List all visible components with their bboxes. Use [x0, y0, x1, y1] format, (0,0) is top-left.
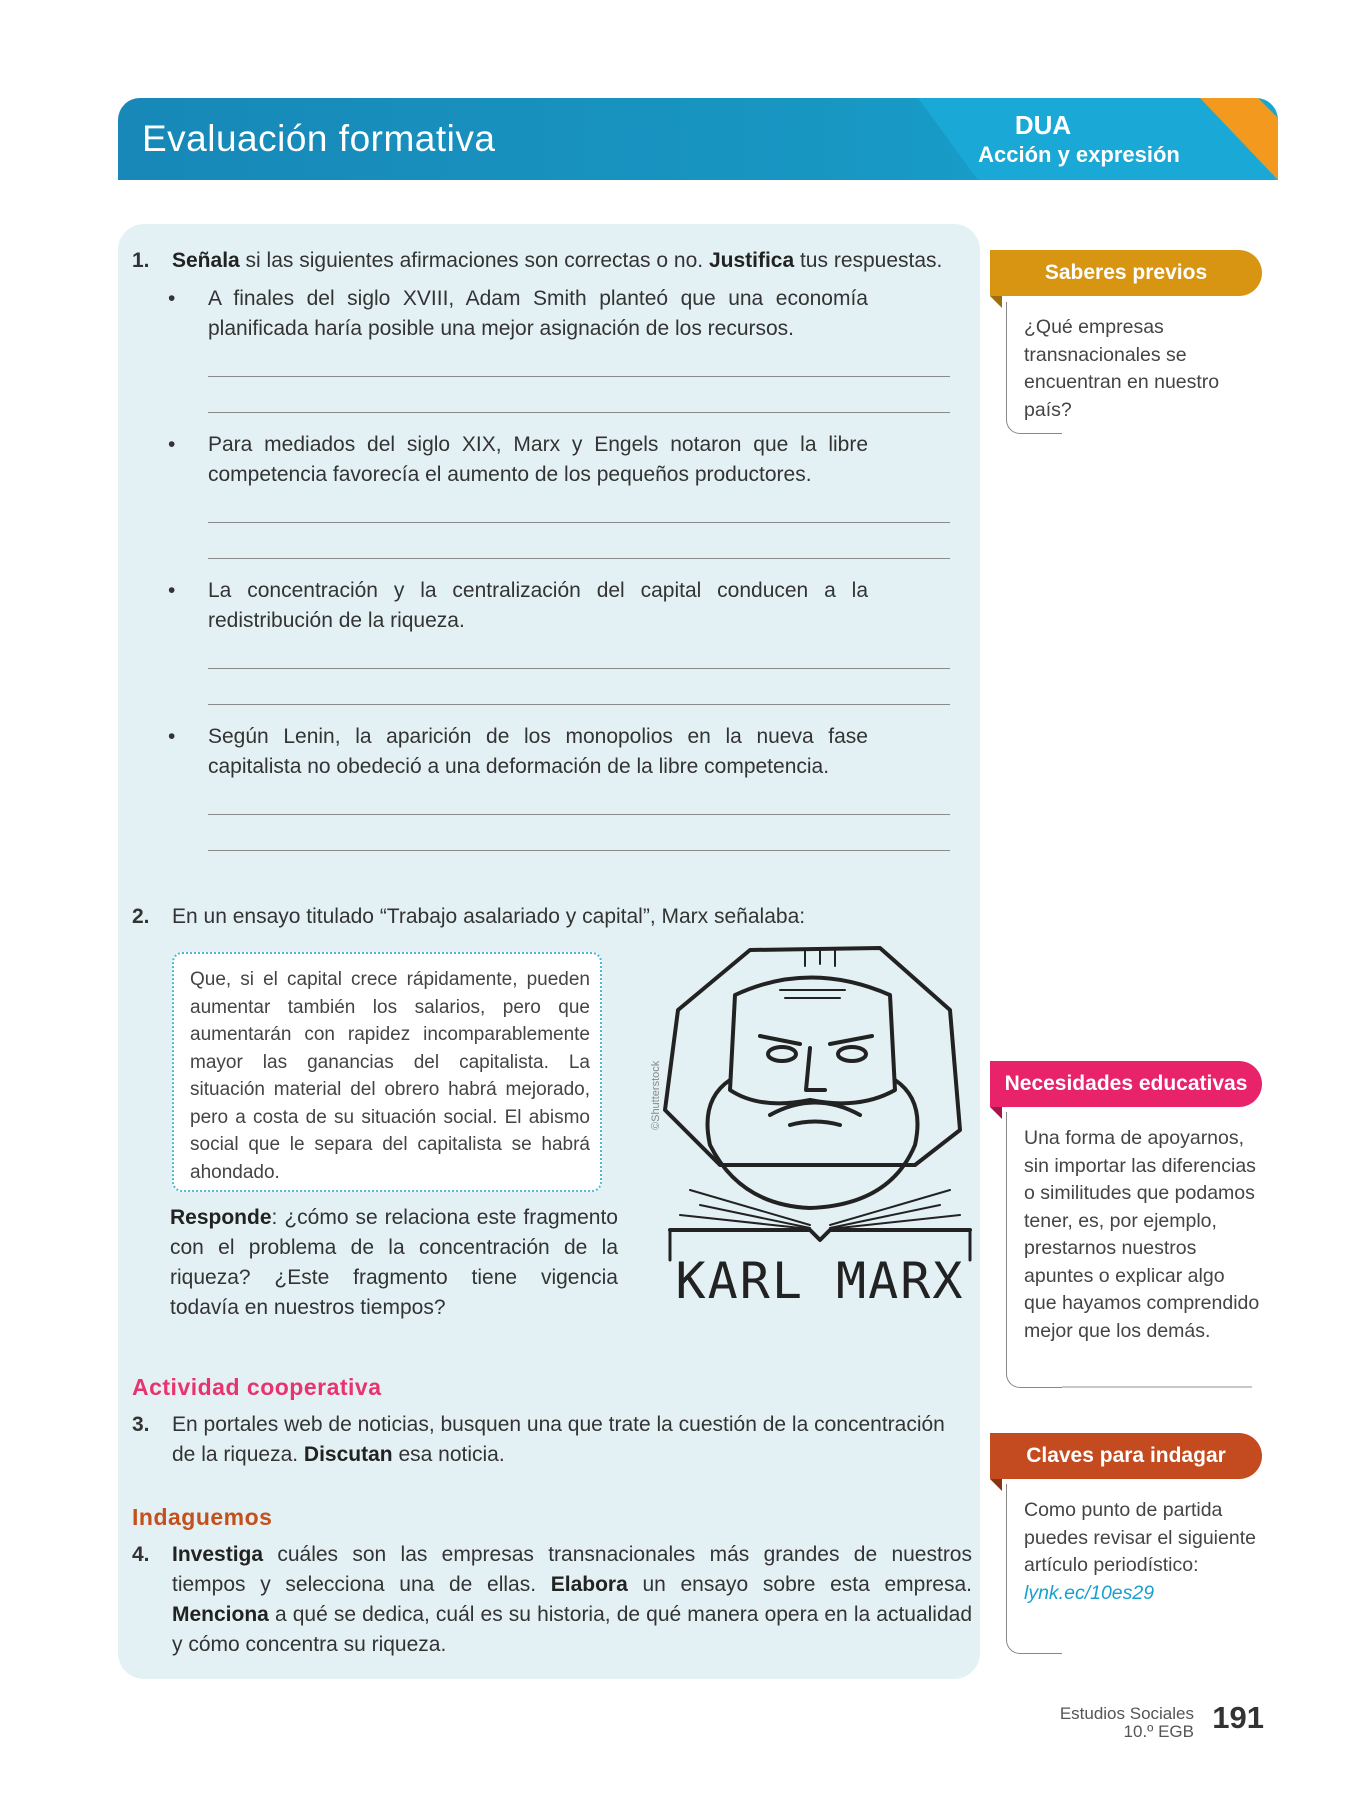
question-number: 3.: [132, 1413, 150, 1436]
tab-fold: [990, 296, 1002, 308]
footer-grade: 10.º EGB: [1123, 1722, 1194, 1741]
tab-fold: [990, 1107, 1002, 1119]
answer-line[interactable]: [208, 850, 950, 851]
question-3-text: [172, 1410, 972, 1470]
nose: [806, 1048, 825, 1090]
answer-line[interactable]: [208, 412, 950, 413]
karl-marx-caption: KARL MARX: [675, 1252, 965, 1310]
saberes-previos-title: Saberes previos: [1044, 261, 1208, 284]
dua-subtitle: Acción y expresión: [978, 142, 1180, 167]
bullet-icon: •: [168, 725, 176, 748]
question-text: esa noticia.: [392, 1443, 505, 1466]
intro-text: tus respuestas.: [794, 249, 943, 272]
instruction-verb: Discutan: [303, 1443, 393, 1466]
answer-line[interactable]: [208, 814, 950, 815]
forehead-lines: [780, 990, 845, 998]
saberes-previos-tab: [990, 250, 1262, 296]
bullet-icon: •: [168, 287, 176, 310]
statement-text: A finales del siglo XVIII, Adam Smith planteó que una economía planificada haría posible una mejor asignación de los recursos.: [208, 287, 868, 340]
dua-title: DUA: [1014, 110, 1072, 140]
question-number: 1.: [132, 249, 150, 272]
instruction-verb: Responde: [170, 1206, 272, 1229]
instruction-verb: Elabora: [550, 1573, 628, 1596]
brow-left: [760, 1036, 800, 1044]
instruction-verb: Menciona: [172, 1603, 269, 1626]
cooperativa-title: Actividad cooperativa: [132, 1374, 382, 1400]
box-bracket: [1006, 1484, 1062, 1654]
book-pages: [680, 1190, 960, 1229]
statement-text: Según Lenin, la aparición de los monopolios en la nueva fase capitalista no obedeció a una deformación de la libre competencia.: [208, 725, 868, 778]
section-title: Evaluación formativa: [142, 118, 496, 159]
mouth: [790, 1122, 840, 1126]
hair-lines: [805, 950, 835, 966]
instruction-verb: Señala: [172, 249, 240, 272]
necesidades-educativas-tab: [990, 1061, 1262, 1107]
footer-subject: Estudios Sociales: [1059, 1704, 1194, 1723]
answer-line[interactable]: [208, 522, 950, 523]
necesidades-educativas-text: Una forma de apoyarnos, sin importar las diferencias o similitudes que podamos tener, es, por ejemplo, prestarnos nuestros apuntes o explicar algo que hayamos comprendido mejor que los demás.: [1024, 1127, 1260, 1342]
eye-left: [768, 1047, 796, 1061]
indaguemos-title: Indaguemos: [132, 1504, 273, 1530]
claves-para-indagar-title: Claves para indagar: [1026, 1444, 1226, 1467]
brow-right: [830, 1036, 872, 1044]
claves-para-indagar-tab: [990, 1433, 1262, 1479]
face-outline: [730, 978, 895, 1104]
box-bracket: [1006, 302, 1062, 434]
question-4-text: [172, 1540, 972, 1660]
marx-quote: Que, si el capital crece rápidamente, pueden aumentar también los salarios, pero que aumentarán con rapidez incomparablemente mayor las ganancias del capitalista. La situación material del obrero habrá mejorado, pero a costa de su situación social. El abismo social que le separa del capitalista se habrá ahondado.: [190, 969, 590, 1183]
question-1-intro: [172, 246, 942, 276]
intro-text: si las siguientes afirmaciones son correctas o no.: [239, 249, 709, 272]
bullet-icon: •: [168, 433, 176, 456]
page-number: 191: [1212, 1700, 1264, 1735]
claves-text: Como punto de partida puedes revisar el siguiente artículo periodístico:: [1024, 1499, 1256, 1576]
box-bottom-line: [1062, 1386, 1252, 1388]
statement-text: La concentración y la centralización del capital conducen a la redistribución de la riqueza.: [208, 579, 868, 632]
instruction-verb: Investiga: [172, 1543, 264, 1566]
footer-label: [1060, 1705, 1194, 1741]
book-edge: [670, 1230, 970, 1240]
answer-line[interactable]: [208, 704, 950, 705]
bullet-icon: •: [168, 579, 176, 602]
karl-marx-illustration: [660, 940, 980, 1320]
section-header: [118, 98, 1278, 180]
tab-fold: [990, 1479, 1002, 1491]
necesidades-educativas-title: Necesidades educativas: [1004, 1072, 1248, 1095]
question-number: 2.: [132, 905, 150, 928]
question-text: En portales web de noticias, busquen una que trate la cuestión de la concentración de la riqueza.: [172, 1413, 945, 1466]
answer-line[interactable]: [208, 558, 950, 559]
question-text: cuáles son las empresas transnacionales más grandes de nuestros tiempos y selecciona una de ellas.: [172, 1543, 972, 1596]
answer-line[interactable]: [208, 668, 950, 669]
statement-text: Para mediados del siglo XIX, Marx y Engels notaron que la libre competencia favorecía el aumento de los pequeños productores.: [208, 433, 868, 486]
image-credit: ©Shutterstock: [650, 1060, 662, 1130]
question-number: 4.: [132, 1543, 150, 1566]
question-text: un ensayo sobre esta empresa.: [627, 1573, 973, 1596]
instruction-verb: Justifica: [708, 249, 795, 272]
saberes-previos-text: ¿Qué empresas transnacionales se encuentran en nuestro país?: [1024, 316, 1220, 421]
question-2-intro: En un ensayo titulado “Trabajo asalariado y capital”, Marx señalaba:: [172, 905, 806, 928]
question-text: a qué se dedica, cuál es su historia, de qué manera opera en la actualidad y cómo concentra su riqueza.: [172, 1603, 972, 1656]
responde-prompt: [170, 1203, 618, 1323]
answer-line[interactable]: [208, 376, 950, 377]
marx-quote-box: [172, 952, 602, 1192]
article-link[interactable]: lynk.ec/10es29: [1024, 1581, 1155, 1604]
eye-right: [838, 1047, 866, 1061]
responde-text: : ¿cómo se relaciona este fragmento con el problema de la concentración de la riqueza? ¿Este fragmento tiene vigencia todavía en nuestros tiempos?: [170, 1206, 618, 1319]
box-bracket: [1006, 1112, 1062, 1388]
